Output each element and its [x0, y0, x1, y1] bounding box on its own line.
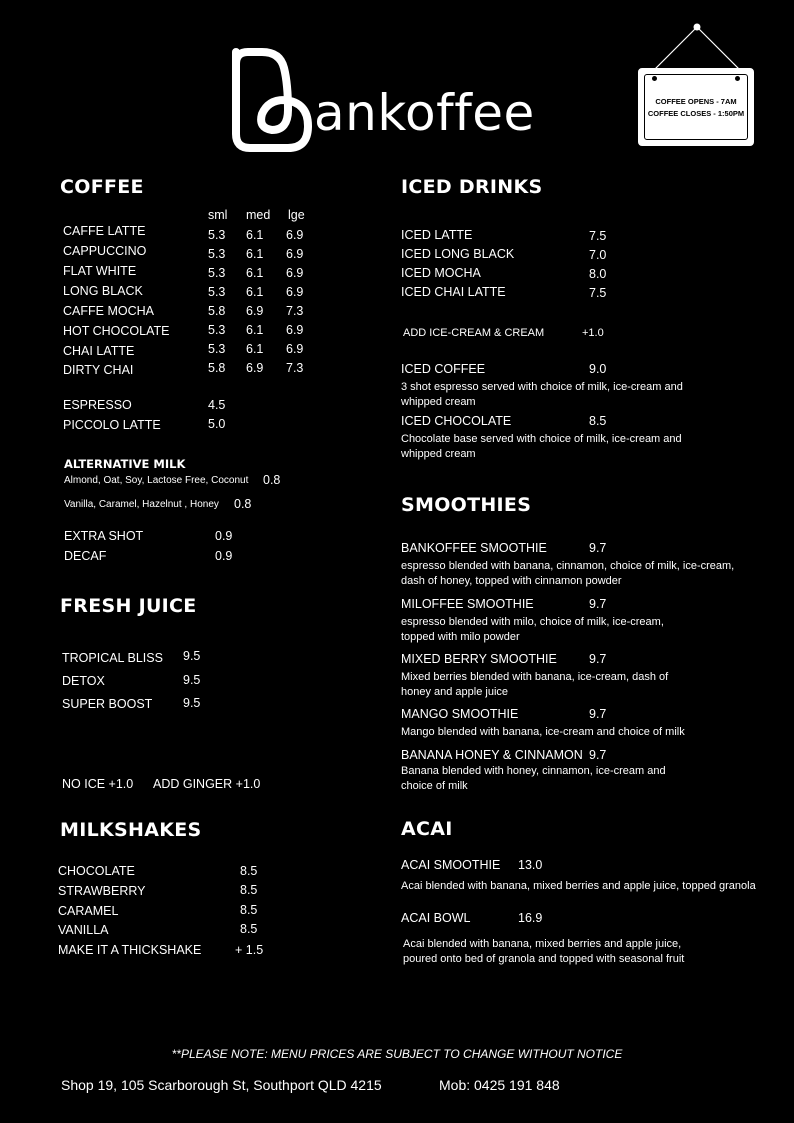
coffee-item-sml: 5.8: [208, 361, 226, 375]
smoothie-item-desc: Mixed berries blended with banana, ice-cream, dash of honey and apple juice: [401, 671, 669, 698]
iced-chocolate-price: 8.5: [589, 414, 607, 428]
piccolo-name: PICCOLO LATTE: [63, 418, 161, 432]
coffee-item-med: 6.1: [246, 342, 264, 356]
juice-item-price: 9.5: [183, 696, 201, 710]
coffee-item-lge: 6.9: [286, 266, 304, 280]
iced-chocolate-name: ICED CHOCOLATE: [401, 414, 512, 428]
iced-coffee-desc: 3 shot espresso served with choice of milk, ice-cream and whipped cream: [401, 381, 683, 408]
acai-item-name: ACAI SMOOTHIE: [401, 858, 501, 872]
coffee-item-sml: 5.3: [208, 342, 226, 356]
sign-hanger-icon: [638, 22, 756, 72]
acai-item-price: 16.9: [518, 911, 543, 925]
coffee-item-name: CAFFE LATTE: [63, 224, 146, 238]
coffee-item-lge: 6.9: [286, 228, 304, 242]
acai-title: ACAI: [401, 818, 453, 840]
alt-milk-1-price: 0.8: [263, 473, 281, 487]
iced-title: ICED DRINKS: [401, 176, 543, 198]
iced-coffee-price: 9.0: [589, 362, 607, 376]
alt-milk-1-name: Almond, Oat, Soy, Lactose Free, Coconut: [64, 475, 249, 486]
milkshake-item-price: 8.5: [240, 864, 258, 878]
iced-item-price: 7.5: [589, 229, 607, 243]
hours-sign: [638, 22, 756, 146]
coffee-item-name: LONG BLACK: [63, 284, 143, 298]
smoothie-item-name: BANANA HONEY & CINNAMON: [401, 748, 583, 762]
extra-shot-price: 0.9: [215, 529, 233, 543]
juice-item-name: DETOX: [62, 674, 105, 688]
smoothie-item-price: 9.7: [589, 652, 607, 666]
coffee-item-lge: 6.9: [286, 285, 304, 299]
juice-addon-no-ice: NO ICE +1.0: [62, 777, 134, 791]
alt-milk-2-price: 0.8: [234, 497, 252, 511]
acai-item-desc: Acai blended with banana, mixed berries and apple juice, topped granola: [401, 880, 756, 892]
smoothie-item-name: MILOFFEE SMOOTHIE: [401, 597, 534, 611]
smoothie-item-name: MIXED BERRY SMOOTHIE: [401, 652, 557, 666]
smoothie-item-desc: espresso blended with milo, choice of milk, ice-cream, topped with milo powder: [401, 616, 664, 643]
smoothie-item-price: 9.7: [589, 748, 607, 762]
smoothie-item-name: MANGO SMOOTHIE: [401, 707, 519, 721]
coffee-item-med: 6.9: [246, 304, 264, 318]
coffee-item-lge: 6.9: [286, 342, 304, 356]
phone-number: Mob: 0425 191 848: [439, 1077, 560, 1093]
acai-item-desc: Acai blended with banana, mixed berries and apple juice, poured onto bed of granola and topped with seasonal fruit: [403, 938, 685, 965]
sign-open-text: COFFEE OPENS - 7AM: [655, 97, 737, 106]
iced-item-name: ICED LATTE: [401, 228, 473, 242]
juice-addon-ginger: ADD GINGER +1.0: [153, 777, 261, 791]
coffee-item-sml: 5.8: [208, 304, 226, 318]
coffee-item-med: 6.1: [246, 285, 264, 299]
iced-item-price: 7.5: [589, 286, 607, 300]
iced-addon-price: +1.0: [582, 327, 604, 339]
coffee-item-name: DIRTY CHAI: [63, 363, 134, 377]
coffee-item-lge: 7.3: [286, 304, 304, 318]
coffee-item-lge: 6.9: [286, 323, 304, 337]
acai-item-name: ACAI BOWL: [401, 911, 471, 925]
sign-close-text: COFFEE CLOSES - 1:50PM: [647, 109, 745, 118]
size-med-header: med: [246, 208, 271, 222]
alt-milk-2-name: Vanilla, Caramel, Hazelnut , Honey: [64, 499, 219, 510]
milkshake-item-price: 8.5: [240, 922, 258, 936]
coffee-item-med: 6.1: [246, 247, 264, 261]
espresso-price: 4.5: [208, 398, 226, 412]
juice-item-price: 9.5: [183, 649, 201, 663]
iced-item-price: 8.0: [589, 267, 607, 281]
coffee-item-med: 6.1: [246, 228, 264, 242]
piccolo-price: 5.0: [208, 417, 226, 431]
juice-item-price: 9.5: [183, 673, 201, 687]
juice-item-name: SUPER BOOST: [62, 697, 153, 711]
alt-milk-title: ALTERNATIVE MILK: [64, 457, 186, 471]
smoothie-item-name: BANKOFFEE SMOOTHIE: [401, 541, 547, 555]
coffee-item-name: CAPPUCCINO: [63, 244, 147, 258]
smoothie-item-desc: espresso blended with banana, cinnamon, choice of milk, ice-cream, dash of honey, topped with cinnamon powder: [401, 560, 735, 587]
smoothies-title: SMOOTHIES: [401, 494, 532, 516]
iced-coffee-name: ICED COFFEE: [401, 362, 486, 376]
coffee-item-med: 6.9: [246, 361, 264, 375]
juice-item-name: TROPICAL BLISS: [62, 651, 163, 665]
price-disclaimer: **PLEASE NOTE: MENU PRICES ARE SUBJECT TO CHANGE WITHOUT NOTICE: [171, 1047, 623, 1061]
decaf-price: 0.9: [215, 549, 233, 563]
smoothie-item-price: 9.7: [589, 707, 607, 721]
hours-board: [638, 68, 754, 146]
logo: [222, 44, 582, 156]
milkshake-item-price: 8.5: [240, 903, 258, 917]
milkshake-item-name: MAKE IT A THICKSHAKE: [58, 943, 202, 957]
juice-title: FRESH JUICE: [60, 595, 197, 617]
coffee-item-sml: 5.3: [208, 285, 226, 299]
coffee-item-med: 6.1: [246, 323, 264, 337]
milkshake-item-name: VANILLA: [58, 923, 109, 937]
iced-item-name: ICED LONG BLACK: [401, 247, 515, 261]
logo-b-icon: [222, 44, 312, 156]
coffee-item-sml: 5.3: [208, 266, 226, 280]
coffee-item-name: CAFFE MOCHA: [63, 304, 154, 318]
coffee-item-name: CHAI LATTE: [63, 344, 135, 358]
extra-shot-name: EXTRA SHOT: [64, 529, 144, 543]
coffee-title: COFFEE: [60, 176, 144, 198]
milkshake-item-price: 8.5: [240, 883, 258, 897]
acai-item-price: 13.0: [518, 858, 543, 872]
coffee-item-sml: 5.3: [208, 323, 226, 337]
iced-addon-name: ADD ICE-CREAM & CREAM: [403, 327, 545, 339]
coffee-item-lge: 7.3: [286, 361, 304, 375]
milkshakes-title: MILKSHAKES: [60, 819, 202, 841]
iced-item-name: ICED MOCHA: [401, 266, 481, 280]
milkshake-item-name: STRAWBERRY: [58, 884, 146, 898]
milkshake-item-name: CARAMEL: [58, 904, 119, 918]
coffee-item-name: HOT CHOCOLATE: [63, 324, 170, 338]
coffee-item-lge: 6.9: [286, 247, 304, 261]
coffee-item-sml: 5.3: [208, 247, 226, 261]
milkshake-item-price: + 1.5: [235, 943, 264, 957]
brand-name: ankoffee: [314, 84, 535, 142]
shop-address: Shop 19, 105 Scarborough St, Southport QLD 4215: [61, 1077, 382, 1093]
iced-item-price: 7.0: [589, 248, 607, 262]
size-sml-header: sml: [208, 208, 228, 222]
smoothie-item-price: 9.7: [589, 541, 607, 555]
smoothie-item-price: 9.7: [589, 597, 607, 611]
iced-chocolate-desc: Chocolate base served with choice of milk, ice-cream and whipped cream: [401, 433, 682, 460]
decaf-name: DECAF: [64, 549, 107, 563]
milkshake-item-name: CHOCOLATE: [58, 864, 135, 878]
smoothie-item-desc: Mango blended with banana, ice-cream and choice of milk: [401, 726, 685, 738]
smoothie-item-desc: Banana blended with honey, cinnamon, ice-cream and choice of milk: [401, 765, 666, 792]
size-lge-header: lge: [288, 208, 305, 222]
iced-item-name: ICED CHAI LATTE: [401, 285, 506, 299]
coffee-item-name: FLAT WHITE: [63, 264, 137, 278]
coffee-item-sml: 5.3: [208, 228, 226, 242]
coffee-item-med: 6.1: [246, 266, 264, 280]
espresso-name: ESPRESSO: [63, 398, 132, 412]
